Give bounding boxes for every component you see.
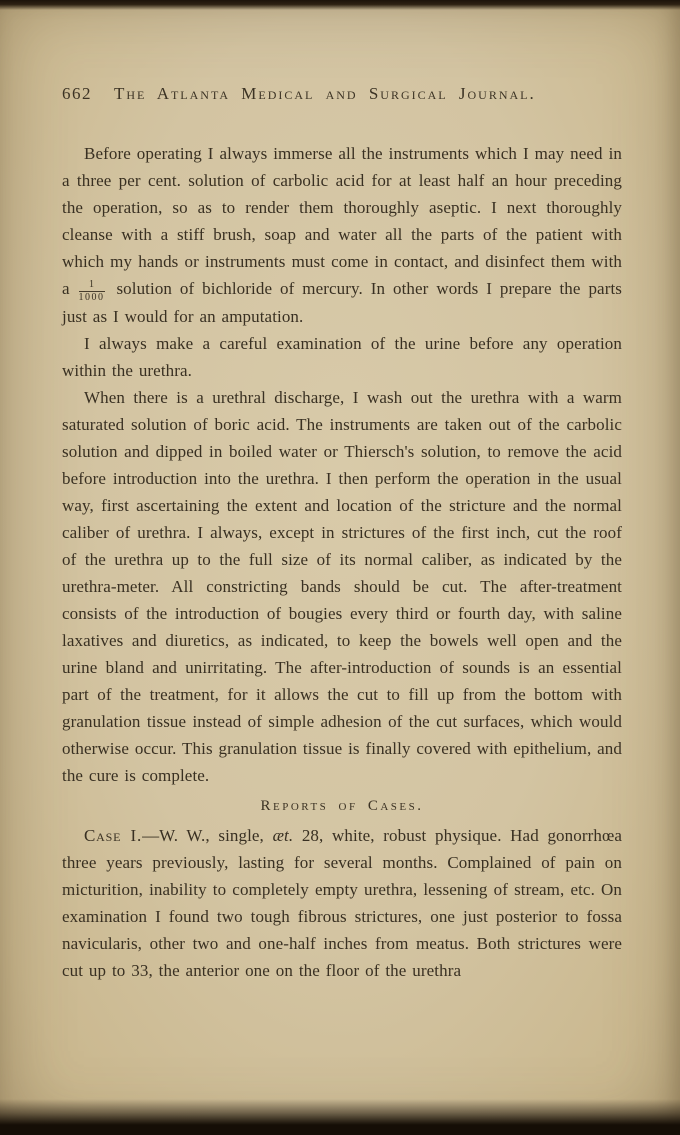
case-1-label: Case I.	[84, 825, 143, 845]
scan-edge-top	[0, 0, 680, 10]
journal-title: The Atlanta Medical and Surgical Journal.	[114, 84, 536, 103]
case-1-text: —W. W., single,	[142, 825, 273, 845]
paragraph-case-1	[62, 822, 622, 984]
page-number: 662	[62, 84, 92, 103]
paragraph-text-after-fraction: solution of bichloride of mercury. In other words I prepare the parts just as I would for an amputation.	[62, 279, 622, 326]
fraction-denominator: 1000	[78, 291, 105, 303]
case-1-text-rest: 28, white, robust physique. Had gonorrhœa three years previously, lasting for several months. Complained of pain on micturition, inability to completely empty urethra, lessening of stream, etc. On examination I found two tough fibrous strictures, one just posterior to fossa navicularis, other two and one-half inches from meatus. Both strictures were cut up to 33, the anterior one on the floor of the urethra	[62, 825, 622, 980]
paragraph-text-before-fraction: Before operating I always immerse all the instruments which I may need in a three per cent. solution of carbolic acid for at least half an hour preceding the operation, so as to render them thoroughly aseptic. I next thoroughly cleanse with a stiff brush, soap and water all the parts of the patient with which my hands or instruments must come in contact, and disinfect them with a	[62, 144, 622, 298]
fraction-numerator: 1	[79, 280, 105, 292]
paragraph-antiseptic-preparation	[62, 140, 622, 330]
section-heading-reports-of-cases: Reports of Cases.	[260, 797, 424, 814]
paragraph-operation-method: When there is a urethral discharge, I wash out the urethra with a warm saturated solution of boric acid. The instruments are taken out of the carbolic solution and dipped in boiled water or Thiersch's solution, to remove the acid before introduction into the urethra. I then perform the operation in the usual way, first ascertaining the extent and location of the stricture and the normal caliber of urethra. I always, except in strictures of the first inch, cut the roof of the urethra up to the full size of its normal caliber, as indicated by the urethra-meter. All constricting bands should be cut. The after-treatment consists of the introduction of bougies every third or fourth day, with saline laxatives and diuretics, as indicated, to keep the bowels well open and the urine bland and unirritating. The after-introduction of sounds is an essential part of the treatment, for it allows the cut to fill up from the bottom with granulation tissue instead of simple adhesion of the cut surfaces, which would otherwise occur. This granulation tissue is finally covered with epithelium, and the cure is complete.	[62, 387, 622, 785]
running-head	[62, 84, 622, 104]
scan-edge-bottom	[0, 1099, 680, 1135]
fraction-one-one-thousandth	[79, 280, 105, 303]
case-1-aetatis-italic: æt.	[272, 825, 294, 845]
paragraph-urine-examination: I always make a careful examination of the urine before any operation within the urethra.	[62, 333, 622, 380]
